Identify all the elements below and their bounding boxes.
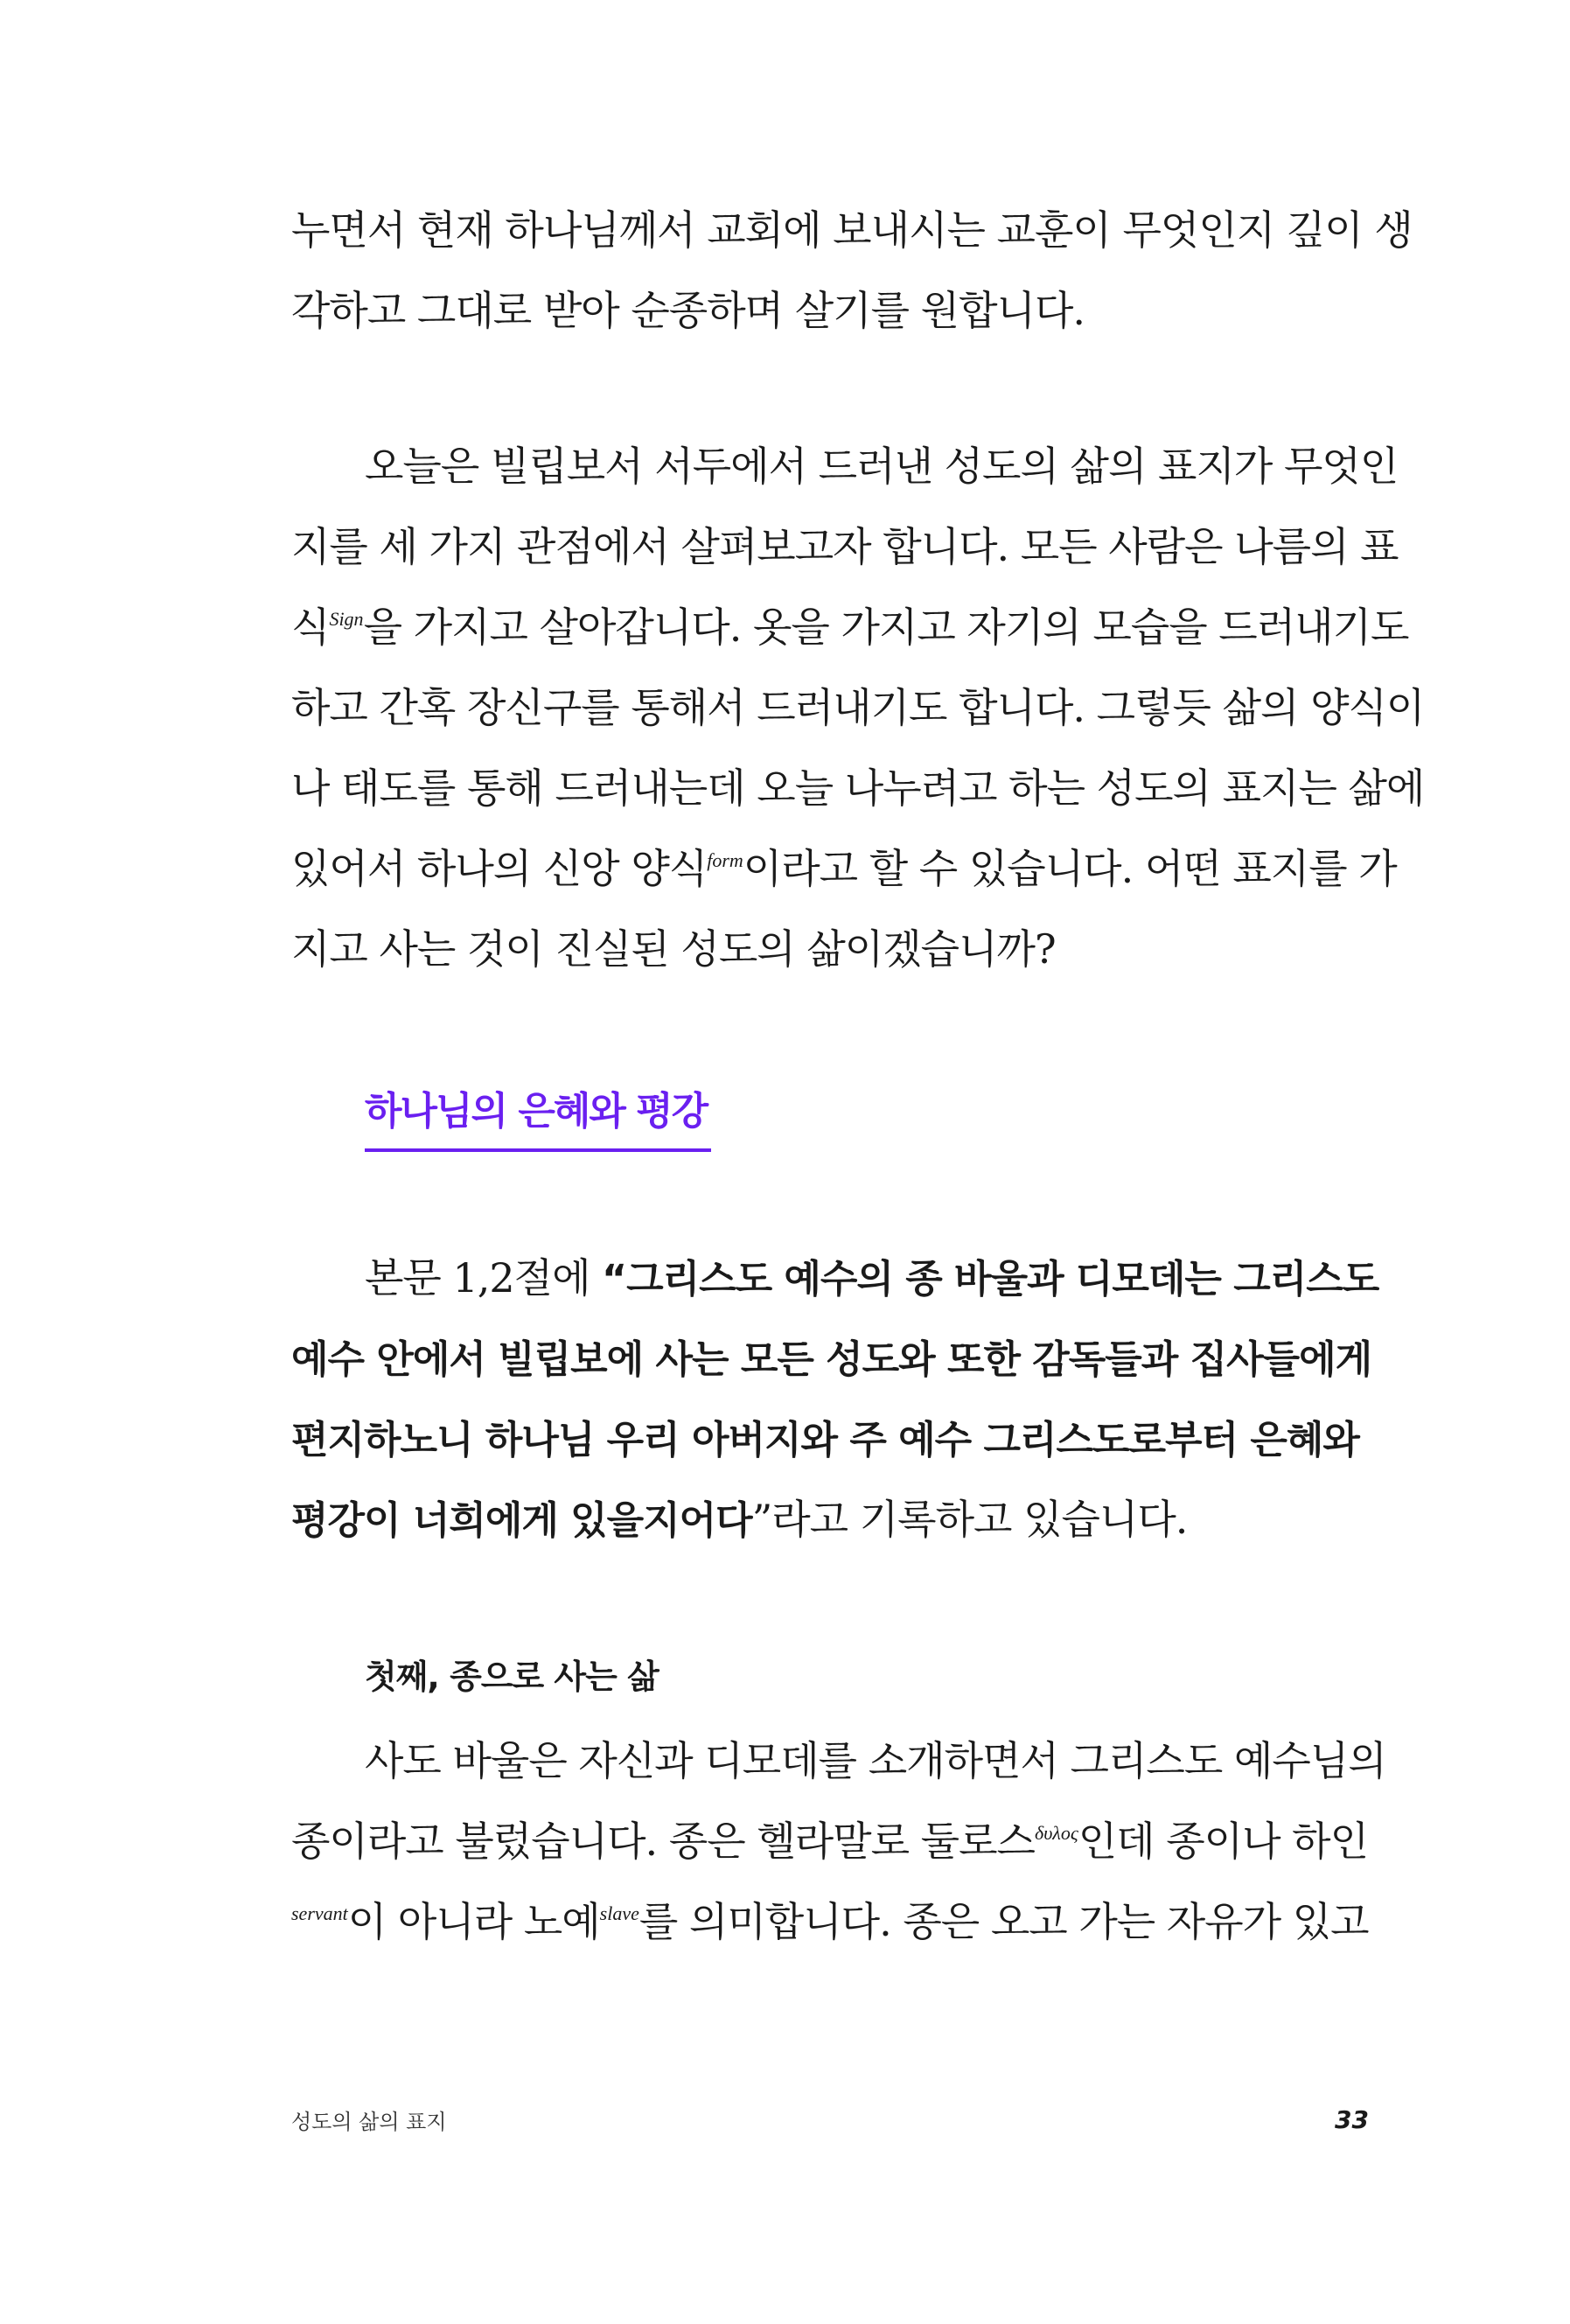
scripture-quote: 평강이 너희에게 있을지어다 [291,1498,752,1543]
heading-underline [365,1148,711,1152]
superscript-annotation: slave [599,1902,639,1924]
text-line: 각하고 그대로 받아 순종하며 살기를 원합니다. [291,287,1085,334]
text-line [291,1399,1371,1478]
text-line: 하고 간혹 장신구를 통해서 드러내기도 합니다. 그렇듯 삶의 양식이 [291,684,1425,731]
text-span: 인데 종이나 하인 [1078,1818,1369,1865]
scripture-quote: “그리스도 예수의 종 바울과 디모데는 그리스도 [602,1257,1379,1302]
superscript-annotation: δυλος [1034,1822,1078,1844]
text-span: 종이라고 불렀습니다. 종은 헬라말로 둘로스 [291,1818,1035,1865]
text-line [291,1802,1371,1881]
superscript-annotation: form [707,849,743,871]
text-span: 이 아니라 노예 [347,1898,600,1945]
text-line: 나 태도를 통해 드러내는데 오늘 나누려고 하는 성도의 표지는 삶에 [291,764,1425,812]
text-line [291,588,1409,666]
text-line [291,1239,1379,1317]
text-span: 식 [291,604,330,651]
superscript-annotation: Sign [329,608,364,630]
text-line: 오늘은 빌립보서 서두에서 드러낸 성도의 삶의 표지가 무엇인 [365,443,1399,490]
section-heading: 하나님의 은혜와 평강 [365,1089,708,1134]
text-span: 이라고 할 수 있습니다. 어떤 표지를 가 [743,845,1397,892]
text-span: 본문 1,2절에 [365,1254,603,1302]
page-number: 33 [1335,2105,1369,2134]
text-line: 지를 세 가지 관점에서 살펴보고자 합니다. 모든 사람은 나름의 표 [291,523,1399,570]
text-line [291,829,1397,908]
text-span: 을 가지고 살아갑니다. 옷을 가지고 자기의 모습을 드러내기도 [363,604,1409,651]
text-line [291,1882,1371,1961]
text-line: 누면서 현재 하나님께서 교회에 보내시는 교훈이 무엇인지 깊이 생 [291,206,1413,254]
text-line [291,1480,1371,1559]
superscript-annotation: servant [291,1902,348,1924]
running-footer-title: 성도의 삶의 표지 [291,2110,447,2134]
text-span: 를 의미합니다. 종은 오고 가는 자유가 있고 [638,1898,1369,1945]
scripture-quote: 예수 안에서 빌립보에 사는 모든 성도와 또한 감독들과 집사들에게 [291,1337,1372,1382]
text-line: 지고 사는 것이 진실된 성도의 삶이겠습니까? [291,925,1056,973]
text-line [291,1319,1371,1398]
text-line: 사도 바울은 자신과 디모데를 소개하면서 그리스도 예수님의 [365,1737,1386,1784]
subsection-heading: 첫째, 종으로 사는 삶 [365,1658,659,1696]
scripture-quote: 편지하노니 하나님 우리 아버지와 주 예수 그리스도로부터 은혜와 [291,1418,1359,1462]
text-span: 있어서 하나의 신앙 양식 [291,845,708,892]
text-span: ”라고 기록하고 있습니다. [751,1496,1188,1543]
